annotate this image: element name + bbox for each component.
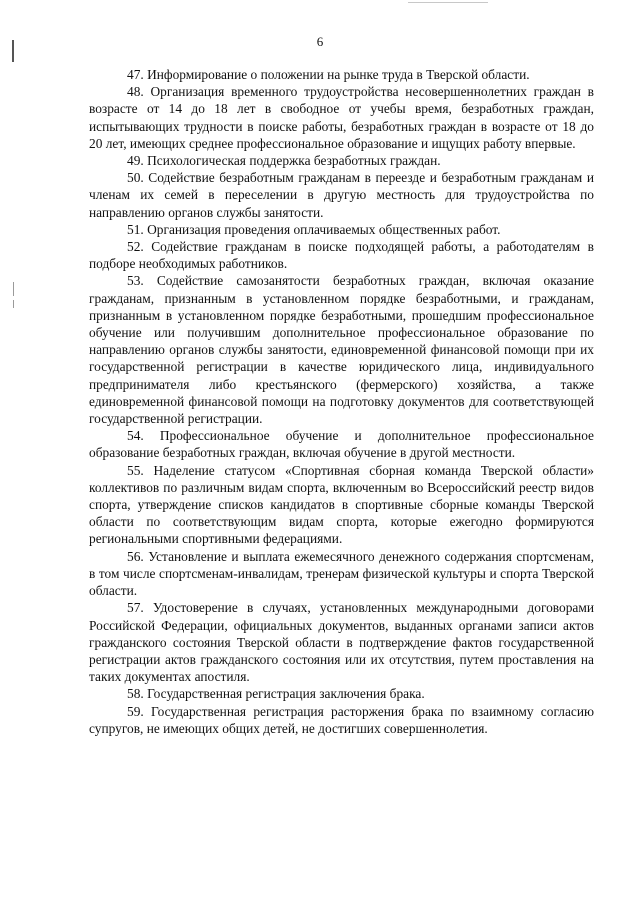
margin-mark bbox=[13, 300, 14, 308]
list-item-51: 51. Организация проведения оплачиваемых общественных работ. bbox=[127, 221, 501, 237]
list-item-47: 47. Информирование о положении на рынке труда в Тверской области. bbox=[127, 67, 530, 82]
scan-edge-line bbox=[408, 2, 488, 3]
list-item-58: 58. Государственная регистрация заключения брака. bbox=[127, 686, 425, 702]
list-item-50: 50. Содействие безработным гражданам в переезде и безработным гражданам и членам их семей в переселении в другую местность для трудоустройства по направлению органов службы занятости. bbox=[89, 170, 594, 220]
document-body bbox=[89, 66, 594, 737]
list-item-56: 56. Установление и выплата ежемесячного денежного содержания спортсменам, в том числе спортсменам-инвалидам, тренерам физической культуры и спорта Тверской области. bbox=[89, 548, 594, 599]
list-item-49: 49. Психологическая поддержка безработных граждан. bbox=[127, 153, 441, 169]
list-item-59: 59. Государственная регистрация расторжения брака по взаимному согласию супругов, не имеющих общих детей, не достигших совершеннолетия. bbox=[89, 703, 594, 736]
list-item-53: 53. Содействие самозанятости безработных граждан, включая оказание гражданам, признанным в установленном порядке безработными, и гражданам, признанным в установленном порядке безработными, прошедшим профессиональное обучение или получившим дополнительное профессиональное образование по направлению органов службы занятости, единовременной финансовой помощи при их государственной регистрации в качестве юридического лица, индивидуального предпринимателя либо крестьянского (фермерского) хозяйства, а также единовременной финансовой помощи на подготовку документов для соответствующей государственной регистрации. bbox=[89, 273, 594, 427]
page-number: 6 bbox=[316, 34, 324, 49]
list-item-52: 52. Содействие гражданам в поиске подходящей работы, а работодателям в подборе необходимых работников. bbox=[89, 239, 594, 272]
margin-mark bbox=[13, 282, 14, 296]
list-item-48: 48. Организация временного трудоустройства несовершеннолетних граждан в возрасте от 14 до 18 лет в свободное от учебы время, безработных граждан, испытывающих трудности в поиске работы, безработных граждан в возрасте от 18 до 20 лет, имеющих среднее профессиональное образование и ищущих работу впервые. bbox=[89, 84, 594, 151]
list-item-54: 54. Профессиональное обучение и дополнительное профессиональное образование безработных граждан, включая обучение в другой местности. bbox=[89, 428, 594, 461]
list-item-55: 55. Наделение статусом «Спортивная сборная команда Тверской области» коллективов по различным видам спорта, включенным во Всероссийский реестр видов спорта, утверждение списков кандидатов в спортивные сборные команды Тверской области по соответствующим видам спорта, которые ежегодно формируются региональными спортивными федерациями. bbox=[89, 462, 594, 547]
list-item-57: 57. Удостоверение в случаях, установленных международными договорами Российской Федерации, официальных документов, выданных органами записи актов гражданского состояния Тверской области в подтверждение фактов государственной регистрации актов гражданского состояния или их отсутствия, путем проставления на таких документах апостиля. bbox=[89, 600, 594, 685]
